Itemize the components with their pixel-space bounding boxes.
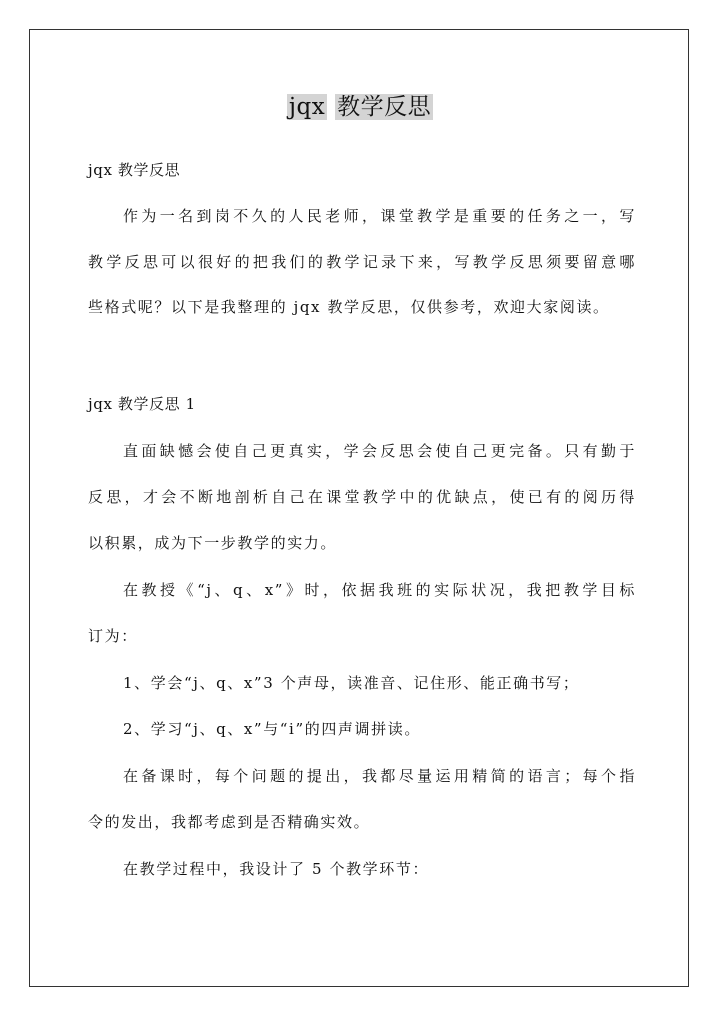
goal-2: 2、学习“j、q、x”与“i”的四声调拼读。 — [123, 720, 421, 738]
para1-line-1: 直面缺憾会使自己更真实，学会反思会使自己更完备。只有勤于 — [123, 442, 636, 460]
subtitle: jqx 教学反思 — [88, 161, 181, 179]
intro-line-2: 教学反思可以很好的把我们的教学记录下来，写教学反思须要留意哪 — [88, 253, 636, 271]
para1-line-2: 反思，才会不断地剖析自己在课堂教学中的优缺点，使已有的阅历得 — [88, 488, 636, 506]
para2-line-2: 订为： — [88, 627, 138, 645]
para3-line-2: 令的发出，我都考虑到是否精确实效。 — [88, 813, 371, 831]
document-title — [0, 92, 720, 122]
title-part-1: jqx — [288, 94, 326, 120]
para1-line-3: 以积累，成为下一步教学的实力。 — [88, 534, 338, 552]
para4: 在教学过程中，我设计了 5 个教学环节： — [123, 860, 430, 878]
intro-line-1: 作为一名到岗不久的人民老师，课堂教学是重要的任务之一，写 — [123, 207, 636, 225]
goal-1: 1、学会“j、q、x”3 个声母，读准音、记住形、能正确书写； — [123, 674, 580, 692]
intro-line-3: 些格式呢？以下是我整理的 jqx 教学反思，仅供参考，欢迎大家阅读。 — [88, 298, 610, 316]
title-part-2: 教学反思 — [337, 94, 432, 120]
para3-line-1: 在备课时，每个问题的提出，我都尽量运用精简的语言；每个指 — [123, 767, 636, 785]
para2-line-1: 在教授《“j、q、x”》时，依据我班的实际状况，我把教学目标 — [123, 581, 636, 599]
section-heading: jqx 教学反思 1 — [88, 395, 196, 413]
